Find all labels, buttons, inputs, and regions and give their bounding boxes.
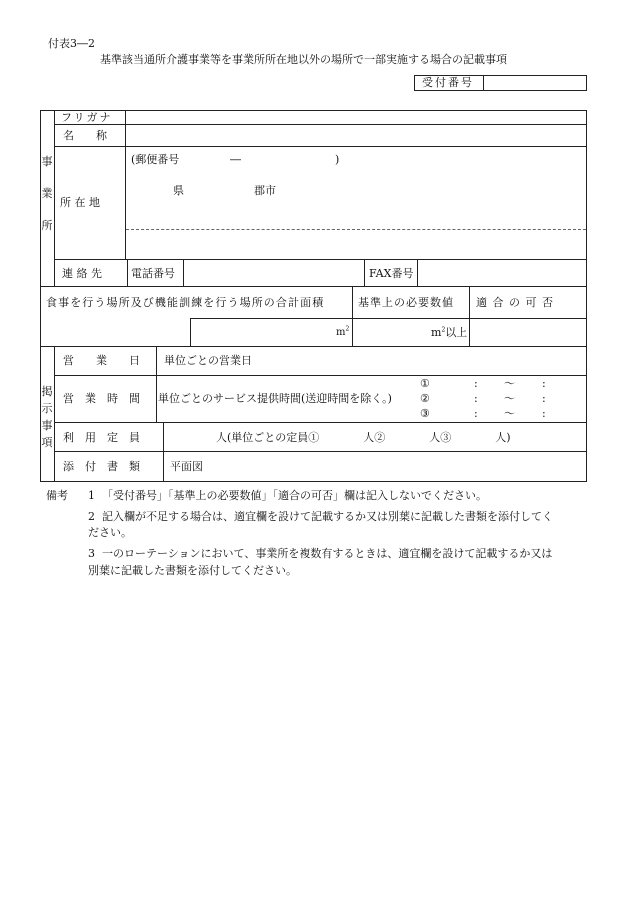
furigana-label: フリガナ xyxy=(61,111,113,124)
note-text: 「受付番号」「基準上の必要数値」「適合の可否」欄は記入しないでください。 xyxy=(102,489,487,502)
hours-row-number: ① xyxy=(420,377,430,390)
phone-field[interactable] xyxy=(185,261,363,285)
fax-field[interactable] xyxy=(419,261,585,285)
business-hours-label: 営 業 時 間 xyxy=(63,392,140,405)
hours-row-tilde: 〜 xyxy=(504,392,515,405)
fax-label: FAX番号 xyxy=(369,267,414,280)
postal-code-close: ) xyxy=(335,153,340,166)
hours-row-tilde: 〜 xyxy=(504,407,515,420)
hours-row-colon: : xyxy=(474,392,478,405)
area-field[interactable] xyxy=(192,320,332,344)
contact-label: 連 絡 先 xyxy=(62,267,102,280)
hours-row-tilde: 〜 xyxy=(504,377,515,390)
phone-label: 電話番号 xyxy=(131,267,175,280)
hours-row-colon: : xyxy=(474,377,478,390)
note-number: 2 xyxy=(88,510,95,523)
note-number: 3 xyxy=(88,547,95,560)
business-days-label: 営 業 日 xyxy=(63,354,140,367)
capacity-value: 人(単位ごとの定員① 人② 人③ 人) xyxy=(216,431,511,444)
furigana-field[interactable] xyxy=(127,112,585,124)
receipt-number-field[interactable] xyxy=(485,76,585,90)
postal-code-field[interactable] xyxy=(190,151,330,166)
attachment-label: 添 付 書 類 xyxy=(63,460,140,473)
note-text: 記入欄が不足する場合は、適宜欄を設けて記載するか又は別葉に記載した書類を添付してく xyxy=(102,510,553,523)
postal-code-dash: ― xyxy=(230,153,241,166)
area-label: 食事を行う場所及び機能訓練を行う場所の合計面積 xyxy=(46,296,325,309)
attachment-value: 平面図 xyxy=(170,460,203,473)
table-number: 付表3―2 xyxy=(48,37,95,50)
capacity-label: 利 用 定 員 xyxy=(63,431,140,444)
document-title: 基準該当通所介護事業等を事業所所在地以外の場所で一部実施する場合の記載事項 xyxy=(100,53,507,66)
postal-code-label: (郵便番号 xyxy=(131,153,180,166)
required-unit: $m^2$以上 xyxy=(431,326,468,339)
prefecture-label: 県 xyxy=(173,184,184,197)
location-label: 所 在 地 xyxy=(60,196,100,209)
note-number: 1 xyxy=(88,489,95,502)
hours-row-number: ② xyxy=(420,392,430,405)
note-text-continued: 別葉に記載した書類を添付してください。 xyxy=(88,564,297,577)
business-hours-value: 単位ごとのサービス提供時間(送迎時間を除く。) xyxy=(158,392,392,405)
city-label: 郡市 xyxy=(254,184,276,197)
posting-section-label: 掲 示 事 項 xyxy=(41,385,53,449)
required-value-label: 基準上の必要数値 xyxy=(358,296,454,309)
hours-row-number: ③ xyxy=(420,407,430,420)
hours-row-colon: : xyxy=(474,407,478,420)
business-section-label: 事 業 所 xyxy=(41,155,53,232)
hours-row-colon: : xyxy=(542,377,546,390)
name-label: 名 称 xyxy=(63,129,107,142)
hours-row-colon: : xyxy=(542,392,546,405)
name-field[interactable] xyxy=(127,126,585,145)
business-days-value: 単位ごとの営業日 xyxy=(164,354,252,367)
note-text-continued: ださい。 xyxy=(88,526,132,539)
notes-label: 備考 xyxy=(46,489,68,502)
address-field[interactable] xyxy=(127,200,585,227)
approval-label: 適 合 の 可 否 xyxy=(476,296,554,309)
receipt-number-label: 受付番号 xyxy=(422,76,474,89)
note-text: 一のローテーションにおいて、事業所を複数有するときは、適宜欄を設けて記載するか又は xyxy=(102,547,553,560)
hours-row-colon: : xyxy=(542,407,546,420)
area-unit: $m^2$ xyxy=(336,325,350,338)
